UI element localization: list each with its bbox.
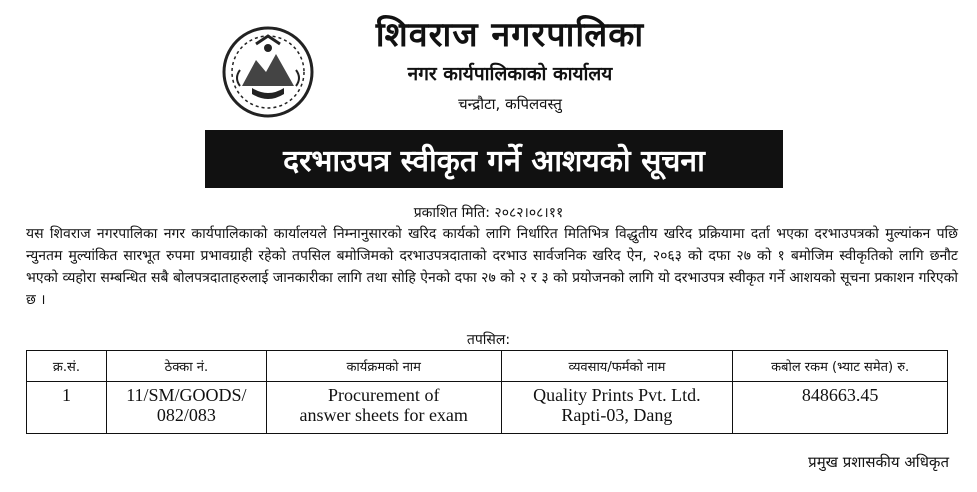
nepal-government-emblem-icon bbox=[222, 26, 314, 118]
schedule-label: तपसिल: bbox=[466, 332, 511, 348]
cell-firm-name bbox=[501, 382, 733, 434]
header-program-name: कार्यक्रमको नाम bbox=[266, 351, 501, 382]
contract-line-2: 082/083 bbox=[156, 405, 216, 425]
contract-line-1: 11/SM/GOODS/ bbox=[126, 385, 247, 405]
organization-address: चन्द्रौटा, कपिलवस्तु bbox=[458, 95, 562, 113]
header-bid-amount: कबोल रकम (भ्याट समेत) रु. bbox=[733, 351, 948, 382]
cell-contract-number bbox=[106, 382, 266, 434]
notice-body: यस शिवराज नगरपालिका नगर कार्यपालिकाको कार्यालयले निम्नानुसारको खरिद कार्यको लागि निर्धारित मितिभित्र विद्धुतीय खरिद प्रक्रियामा दर्ता भएका दरभाउपत्रको मुल्यांकन पछि न्युनतम मुल्यांकित सारभूत रुपमा प्रभावग्राही रहेको तपसिल बमोजिमको दरभाउपत्रदाताको दरभाउ सार्वजनिक खरिद ऐन, २०६३ को दफा २७ को १ बमोजिम स्वीकृतिको लागि छनौट भएको व्यहोरा सम्बन्धित सबै बोलपत्रदाताहरुलाई जानकारीका लागि तथा सोहि ऐनको दफा २७ को २ र ३ को प्रयोजनको लागि यो दरभाउपत्र स्वीकृत गर्ने आशयको सूचना प्रकाशन गरिएको छ । bbox=[26, 226, 958, 308]
organization-title: शिवराज नगरपालिका bbox=[375, 15, 645, 55]
program-line-2: answer sheets for exam bbox=[299, 405, 468, 425]
table-header-row bbox=[27, 351, 948, 382]
header-contract-number: ठेक्का नं. bbox=[106, 351, 266, 382]
cell-bid-amount: 848663.45 bbox=[733, 382, 948, 434]
header-serial: क्र.सं. bbox=[27, 351, 107, 382]
header-firm-name: व्यवसाय/फर्मको नाम bbox=[501, 351, 733, 382]
program-line-1: Procurement of bbox=[327, 385, 440, 405]
signature-title: प्रमुख प्रशासकीय अधिकृत bbox=[808, 453, 949, 471]
firm-line-2: Rapti-03, Dang bbox=[561, 405, 673, 425]
published-date: प्रकाशित मिति: २०८२।०८।११ bbox=[413, 205, 564, 221]
notice-banner: दरभाउपत्र स्वीकृत गर्ने आशयको सूचना bbox=[205, 130, 783, 188]
table-row bbox=[27, 382, 948, 434]
cell-program-name bbox=[266, 382, 501, 434]
award-table bbox=[26, 350, 948, 434]
cell-serial: 1 bbox=[27, 382, 107, 434]
firm-line-1: Quality Prints Pvt. Ltd. bbox=[533, 385, 701, 405]
organization-subtitle: नगर कार्यपालिकाको कार्यालय bbox=[407, 63, 613, 85]
